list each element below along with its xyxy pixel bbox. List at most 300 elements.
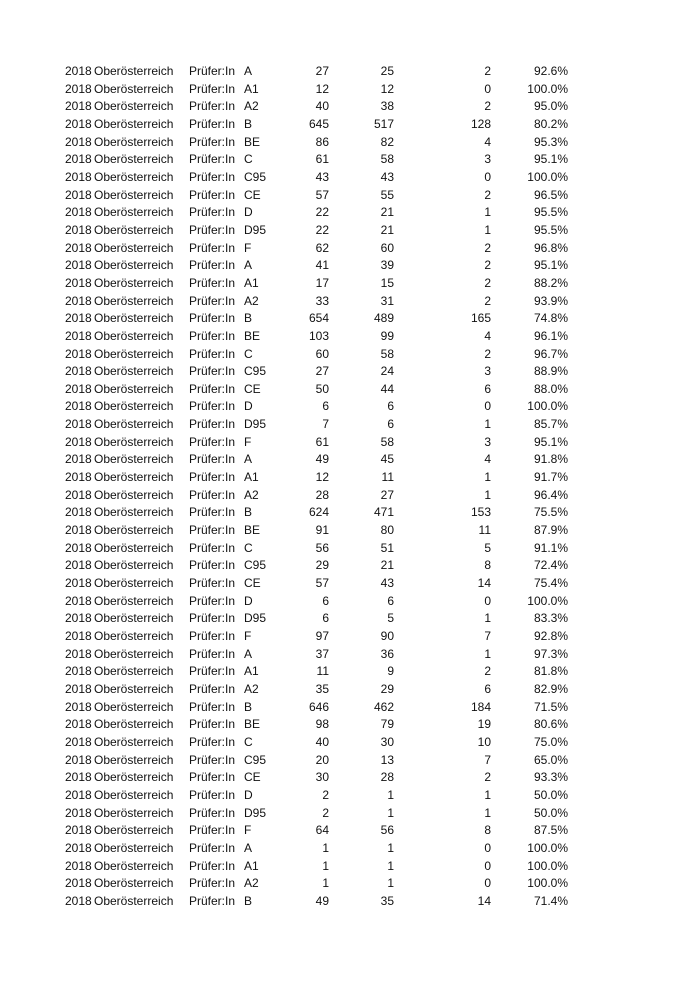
role-cell: Prüfer:In: [189, 593, 236, 608]
failed-count-cell: 6: [484, 381, 491, 396]
role-cell: Prüfer:In: [189, 576, 236, 591]
region-cell: Oberösterreich: [94, 417, 174, 432]
license-class-cell: A2: [244, 293, 259, 308]
pass-rate-cell: 95.3%: [533, 134, 568, 149]
license-class-cell: C: [244, 540, 253, 555]
region-cell: Oberösterreich: [94, 99, 174, 114]
role-cell: Prüfer:In: [189, 787, 236, 802]
passed-count-cell: 13: [380, 752, 394, 767]
year-cell: 2018: [65, 823, 92, 838]
role-cell: Prüfer:In: [189, 134, 236, 149]
role-cell: Prüfer:In: [189, 470, 236, 485]
role-cell: Prüfer:In: [189, 99, 236, 114]
failed-count-cell: 4: [484, 134, 491, 149]
license-class-cell: D: [244, 787, 253, 802]
passed-count-cell: 24: [380, 364, 394, 379]
role-cell: Prüfer:In: [189, 523, 236, 538]
pass-rate-cell: 100.0%: [527, 858, 568, 873]
license-class-cell: BE: [244, 328, 261, 343]
license-class-cell: A2: [244, 487, 259, 502]
failed-count-cell: 165: [470, 311, 491, 326]
license-class-cell: BE: [244, 523, 261, 538]
pass-rate-cell: 81.8%: [533, 664, 568, 679]
table-row: [0, 646, 700, 664]
table-row: [0, 381, 700, 399]
failed-count-cell: 2: [484, 240, 491, 255]
table-row: [0, 522, 700, 540]
pass-rate-cell: 95.0%: [533, 99, 568, 114]
table-row: [0, 293, 700, 311]
license-class-cell: B: [244, 116, 253, 131]
license-class-cell: A2: [244, 99, 259, 114]
year-cell: 2018: [65, 205, 92, 220]
year-cell: 2018: [65, 487, 92, 502]
pass-rate-cell: 80.2%: [533, 116, 568, 131]
table-row: [0, 663, 700, 681]
pass-rate-cell: 91.7%: [533, 470, 568, 485]
pass-rate-cell: 92.6%: [533, 64, 568, 78]
license-class-cell: C: [244, 152, 253, 167]
pass-rate-cell: 92.8%: [533, 629, 568, 643]
region-cell: Oberösterreich: [94, 434, 174, 449]
license-class-cell: B: [244, 699, 253, 714]
region-cell: Oberösterreich: [94, 134, 174, 149]
pass-rate-cell: 87.5%: [533, 823, 568, 838]
license-class-cell: A2: [244, 681, 259, 696]
region-cell: Oberösterreich: [94, 205, 174, 220]
license-class-cell: A2: [244, 876, 259, 891]
role-cell: Prüfer:In: [189, 240, 236, 255]
year-cell: 2018: [65, 293, 92, 308]
failed-count-cell: 2: [484, 64, 491, 78]
passed-count-cell: 43: [380, 576, 394, 591]
table-row: [0, 575, 700, 593]
passed-count-cell: 1: [387, 876, 394, 891]
role-cell: Prüfer:In: [189, 823, 236, 838]
total-count-cell: 35: [315, 681, 329, 696]
pass-rate-cell: 96.4%: [533, 487, 568, 502]
table-row: [0, 187, 700, 205]
table-row: [0, 716, 700, 734]
year-cell: 2018: [65, 258, 92, 273]
region-cell: Oberösterreich: [94, 222, 174, 237]
total-count-cell: 6: [322, 593, 329, 608]
total-count-cell: 103: [308, 328, 329, 343]
region-cell: Oberösterreich: [94, 258, 174, 273]
role-cell: Prüfer:In: [189, 558, 236, 573]
region-cell: Oberösterreich: [94, 240, 174, 255]
license-class-cell: F: [244, 823, 252, 838]
role-cell: Prüfer:In: [189, 893, 236, 908]
year-cell: 2018: [65, 240, 92, 255]
passed-count-cell: 29: [380, 681, 394, 696]
passed-count-cell: 44: [380, 381, 394, 396]
total-count-cell: 91: [315, 523, 329, 538]
total-count-cell: 2: [322, 805, 329, 820]
year-cell: 2018: [65, 152, 92, 167]
failed-count-cell: 1: [484, 417, 491, 432]
region-cell: Oberösterreich: [94, 381, 174, 396]
year-cell: 2018: [65, 311, 92, 326]
pass-rate-cell: 72.4%: [533, 558, 568, 573]
role-cell: Prüfer:In: [189, 381, 236, 396]
region-cell: Oberösterreich: [94, 681, 174, 696]
pass-rate-cell: 95.1%: [533, 434, 568, 449]
table-row: [0, 398, 700, 416]
year-cell: 2018: [65, 364, 92, 379]
role-cell: Prüfer:In: [189, 152, 236, 167]
failed-count-cell: 0: [484, 169, 491, 184]
license-class-cell: A1: [244, 664, 259, 679]
year-cell: 2018: [65, 752, 92, 767]
year-cell: 2018: [65, 99, 92, 114]
passed-count-cell: 82: [380, 134, 394, 149]
failed-count-cell: 1: [484, 646, 491, 661]
year-cell: 2018: [65, 470, 92, 485]
license-class-cell: D95: [244, 222, 267, 237]
year-cell: 2018: [65, 805, 92, 820]
total-count-cell: 6: [322, 611, 329, 626]
failed-count-cell: 0: [484, 593, 491, 608]
table-row: [0, 752, 700, 770]
year-cell: 2018: [65, 505, 92, 520]
role-cell: Prüfer:In: [189, 611, 236, 626]
failed-count-cell: 4: [484, 328, 491, 343]
passed-count-cell: 90: [380, 629, 394, 643]
passed-count-cell: 31: [380, 293, 394, 308]
region-cell: Oberösterreich: [94, 734, 174, 749]
license-class-cell: BE: [244, 717, 261, 732]
failed-count-cell: 0: [484, 858, 491, 873]
table-row: [0, 310, 700, 328]
role-cell: Prüfer:In: [189, 169, 236, 184]
failed-count-cell: 184: [470, 699, 491, 714]
pass-rate-cell: 50.0%: [533, 805, 568, 820]
role-cell: Prüfer:In: [189, 805, 236, 820]
table-row: [0, 275, 700, 293]
role-cell: Prüfer:In: [189, 64, 236, 78]
pass-rate-cell: 88.2%: [533, 275, 568, 290]
year-cell: 2018: [65, 346, 92, 361]
role-cell: Prüfer:In: [189, 699, 236, 714]
pass-rate-cell: 88.0%: [533, 381, 568, 396]
region-cell: Oberösterreich: [94, 346, 174, 361]
table-row: [0, 416, 700, 434]
pass-rate-cell: 100.0%: [527, 593, 568, 608]
table-row: [0, 822, 700, 840]
year-cell: 2018: [65, 699, 92, 714]
failed-count-cell: 3: [484, 364, 491, 379]
pass-rate-cell: 82.9%: [533, 681, 568, 696]
passed-count-cell: 1: [387, 805, 394, 820]
year-cell: 2018: [65, 540, 92, 555]
role-cell: Prüfer:In: [189, 646, 236, 661]
pass-rate-cell: 96.5%: [533, 187, 568, 202]
role-cell: Prüfer:In: [189, 664, 236, 679]
total-count-cell: 61: [315, 434, 329, 449]
failed-count-cell: 2: [484, 187, 491, 202]
failed-count-cell: 2: [484, 99, 491, 114]
license-class-cell: A: [244, 840, 253, 855]
year-cell: 2018: [65, 434, 92, 449]
failed-count-cell: 1: [484, 205, 491, 220]
year-cell: 2018: [65, 593, 92, 608]
role-cell: Prüfer:In: [189, 717, 236, 732]
passed-count-cell: 58: [380, 346, 394, 361]
role-cell: Prüfer:In: [189, 311, 236, 326]
region-cell: Oberösterreich: [94, 611, 174, 626]
pass-rate-cell: 95.5%: [533, 222, 568, 237]
role-cell: Prüfer:In: [189, 222, 236, 237]
year-cell: 2018: [65, 840, 92, 855]
total-count-cell: 33: [315, 293, 329, 308]
passed-count-cell: 45: [380, 452, 394, 467]
pass-rate-cell: 74.8%: [533, 311, 568, 326]
role-cell: Prüfer:In: [189, 734, 236, 749]
role-cell: Prüfer:In: [189, 364, 236, 379]
table-row: [0, 893, 700, 911]
pass-rate-cell: 85.7%: [533, 417, 568, 432]
license-class-cell: B: [244, 893, 253, 908]
region-cell: Oberösterreich: [94, 540, 174, 555]
region-cell: Oberösterreich: [94, 81, 174, 96]
region-cell: Oberösterreich: [94, 505, 174, 520]
total-count-cell: 6: [322, 399, 329, 414]
passed-count-cell: 5: [387, 611, 394, 626]
license-class-cell: C: [244, 346, 253, 361]
region-cell: Oberösterreich: [94, 593, 174, 608]
role-cell: Prüfer:In: [189, 540, 236, 555]
license-class-cell: A: [244, 64, 253, 78]
passed-count-cell: 25: [380, 64, 394, 78]
total-count-cell: 62: [315, 240, 329, 255]
total-count-cell: 22: [315, 205, 329, 220]
region-cell: Oberösterreich: [94, 576, 174, 591]
passed-count-cell: 39: [380, 258, 394, 273]
total-count-cell: 1: [322, 876, 329, 891]
region-cell: Oberösterreich: [94, 487, 174, 502]
region-cell: Oberösterreich: [94, 64, 174, 78]
year-cell: 2018: [65, 81, 92, 96]
region-cell: Oberösterreich: [94, 311, 174, 326]
failed-count-cell: 14: [477, 576, 491, 591]
role-cell: Prüfer:In: [189, 81, 236, 96]
region-cell: Oberösterreich: [94, 770, 174, 785]
total-count-cell: 1: [322, 840, 329, 855]
table-row: [0, 169, 700, 187]
passed-count-cell: 517: [373, 116, 394, 131]
total-count-cell: 98: [315, 717, 329, 732]
table-row: [0, 858, 700, 876]
total-count-cell: 12: [315, 470, 329, 485]
region-cell: Oberösterreich: [94, 293, 174, 308]
license-class-cell: CE: [244, 381, 261, 396]
table-row: [0, 98, 700, 116]
license-class-cell: D95: [244, 611, 267, 626]
pass-rate-cell: 100.0%: [527, 840, 568, 855]
pass-rate-cell: 96.7%: [533, 346, 568, 361]
region-cell: Oberösterreich: [94, 717, 174, 732]
pass-rate-cell: 87.9%: [533, 523, 568, 538]
region-cell: Oberösterreich: [94, 787, 174, 802]
failed-count-cell: 0: [484, 399, 491, 414]
region-cell: Oberösterreich: [94, 364, 174, 379]
table-row: [0, 204, 700, 222]
role-cell: Prüfer:In: [189, 770, 236, 785]
year-cell: 2018: [65, 646, 92, 661]
total-count-cell: 57: [315, 187, 329, 202]
table-row: [0, 787, 700, 805]
total-count-cell: 17: [315, 275, 329, 290]
passed-count-cell: 28: [380, 770, 394, 785]
passed-count-cell: 36: [380, 646, 394, 661]
pass-rate-cell: 50.0%: [533, 787, 568, 802]
role-cell: Prüfer:In: [189, 275, 236, 290]
pass-rate-cell: 93.3%: [533, 770, 568, 785]
passed-count-cell: 1: [387, 858, 394, 873]
pass-rate-cell: 100.0%: [527, 169, 568, 184]
license-class-cell: B: [244, 311, 253, 326]
passed-count-cell: 9: [387, 664, 394, 679]
passed-count-cell: 58: [380, 434, 394, 449]
license-class-cell: A: [244, 258, 253, 273]
passed-count-cell: 80: [380, 523, 394, 538]
passed-count-cell: 60: [380, 240, 394, 255]
failed-count-cell: 8: [484, 558, 491, 573]
total-count-cell: 11: [316, 664, 329, 679]
license-class-cell: D95: [244, 417, 267, 432]
table-row: [0, 222, 700, 240]
role-cell: Prüfer:In: [189, 293, 236, 308]
passed-count-cell: 99: [380, 328, 394, 343]
region-cell: Oberösterreich: [94, 470, 174, 485]
total-count-cell: 40: [315, 99, 329, 114]
failed-count-cell: 1: [484, 470, 491, 485]
role-cell: Prüfer:In: [189, 434, 236, 449]
table-row: [0, 628, 700, 646]
total-count-cell: 20: [315, 752, 329, 767]
year-cell: 2018: [65, 681, 92, 696]
total-count-cell: 645: [308, 116, 329, 131]
pass-rate-cell: 97.3%: [533, 646, 568, 661]
table-row: [0, 557, 700, 575]
passed-count-cell: 51: [380, 540, 394, 555]
table-row: [0, 769, 700, 787]
license-class-cell: A1: [244, 275, 259, 290]
license-class-cell: A1: [244, 470, 259, 485]
year-cell: 2018: [65, 134, 92, 149]
failed-count-cell: 11: [478, 523, 491, 538]
failed-count-cell: 3: [484, 152, 491, 167]
total-count-cell: 30: [315, 770, 329, 785]
total-count-cell: 28: [315, 487, 329, 502]
passed-count-cell: 1: [387, 787, 394, 802]
total-count-cell: 646: [308, 699, 329, 714]
pass-rate-cell: 71.5%: [533, 699, 568, 714]
failed-count-cell: 1: [484, 787, 491, 802]
pass-rate-cell: 96.1%: [533, 328, 568, 343]
region-cell: Oberösterreich: [94, 328, 174, 343]
table-row: [0, 240, 700, 258]
year-cell: 2018: [65, 734, 92, 749]
total-count-cell: 12: [315, 81, 329, 96]
table-row: [0, 540, 700, 558]
failed-count-cell: 2: [484, 770, 491, 785]
table-row: [0, 875, 700, 893]
license-class-cell: A1: [244, 81, 259, 96]
year-cell: 2018: [65, 417, 92, 432]
failed-count-cell: 1: [484, 222, 491, 237]
failed-count-cell: 14: [477, 893, 491, 908]
failed-count-cell: 7: [484, 752, 491, 767]
license-class-cell: C: [244, 734, 253, 749]
table-row: [0, 81, 700, 99]
table-row: [0, 699, 700, 717]
pass-rate-cell: 100.0%: [527, 81, 568, 96]
license-class-cell: CE: [244, 576, 261, 591]
year-cell: 2018: [65, 558, 92, 573]
table-row: [0, 805, 700, 823]
pass-rate-cell: 71.4%: [533, 893, 568, 908]
region-cell: Oberösterreich: [94, 823, 174, 838]
license-class-cell: F: [244, 629, 252, 643]
total-count-cell: 56: [315, 540, 329, 555]
passed-count-cell: 30: [380, 734, 394, 749]
table-row: [0, 681, 700, 699]
table-row: [0, 346, 700, 364]
role-cell: Prüfer:In: [189, 346, 236, 361]
role-cell: Prüfer:In: [189, 487, 236, 502]
role-cell: Prüfer:In: [189, 629, 236, 643]
passed-count-cell: 6: [387, 593, 394, 608]
year-cell: 2018: [65, 275, 92, 290]
license-class-cell: CE: [244, 187, 261, 202]
total-count-cell: 49: [315, 452, 329, 467]
table-row: [0, 434, 700, 452]
passed-count-cell: 12: [380, 81, 394, 96]
pass-rate-cell: 100.0%: [527, 399, 568, 414]
region-cell: Oberösterreich: [94, 152, 174, 167]
failed-count-cell: 8: [484, 823, 491, 838]
total-count-cell: 86: [315, 134, 329, 149]
table-row: [0, 840, 700, 858]
table-row: [0, 116, 700, 134]
role-cell: Prüfer:In: [189, 840, 236, 855]
failed-count-cell: 19: [477, 717, 491, 732]
region-cell: Oberösterreich: [94, 187, 174, 202]
pass-rate-cell: 75.5%: [533, 505, 568, 520]
role-cell: Prüfer:In: [189, 328, 236, 343]
failed-count-cell: 0: [484, 876, 491, 891]
table-row: [0, 469, 700, 487]
passed-count-cell: 21: [380, 222, 394, 237]
year-cell: 2018: [65, 523, 92, 538]
total-count-cell: 43: [315, 169, 329, 184]
license-class-cell: F: [244, 240, 252, 255]
passed-count-cell: 38: [380, 99, 394, 114]
year-cell: 2018: [65, 629, 92, 643]
license-class-cell: CE: [244, 770, 261, 785]
license-class-cell: C95: [244, 752, 267, 767]
region-cell: Oberösterreich: [94, 116, 174, 131]
role-cell: Prüfer:In: [189, 858, 236, 873]
region-cell: Oberösterreich: [94, 876, 174, 891]
passed-count-cell: 58: [380, 152, 394, 167]
role-cell: Prüfer:In: [189, 187, 236, 202]
region-cell: Oberösterreich: [94, 893, 174, 908]
pass-rate-cell: 91.8%: [533, 452, 568, 467]
region-cell: Oberösterreich: [94, 275, 174, 290]
